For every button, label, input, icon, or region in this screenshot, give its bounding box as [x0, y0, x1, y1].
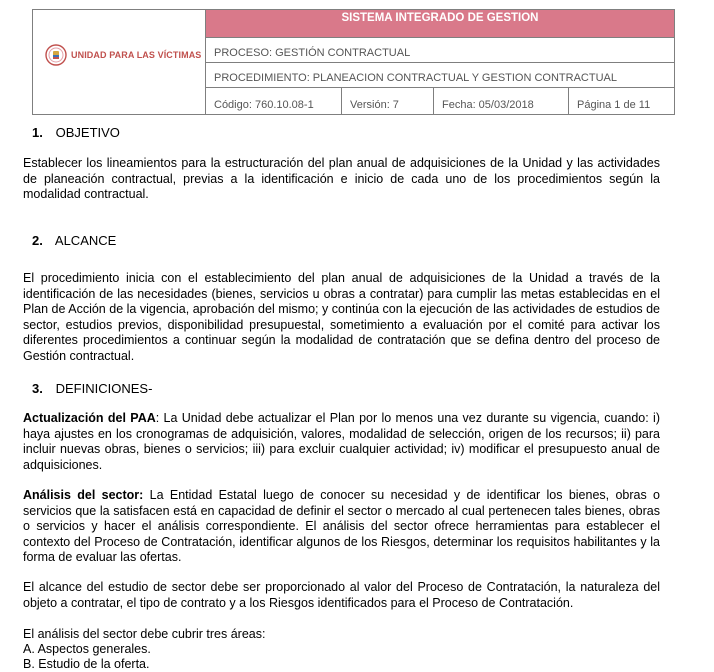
- section-heading-definiciones: [32, 381, 152, 396]
- alcance-estudio-paragraph: El alcance del estudio de sector debe ser proporcionado al valor del Proceso de Contratación, la naturaleza del objeto a contratar, el tipo de contrato y a los Riesgos identificados para el Proceso de Contratación.: [23, 580, 660, 610]
- definition-text: La Entidad Estatal luego de conocer su necesidad y de identificar los bienes, obras o servicios que la satisfacen está en capacidad de definir el sector o mercado al cual pertenecen tales bienes, obras o servicios y hacer el análisis correspondiente. El análisis del sector ofrece herramientas para establecer el contexto del Proceso de Contratación, identificar algunos de los Riesgos, determinar los requisitos habilitantes y la forma de evaluar las ofertas.: [23, 488, 660, 565]
- section-number: 2.: [32, 233, 43, 248]
- alcance-paragraph: El procedimiento inicia con el establecimiento del plan anual de adquisiciones de la Unidad a través de la identificación de las necesidades (bienes, servicios u obras a contratar) para cumplir las metas establecidas en el Plan de Acción de la vigencia, aprobación del mismo; y continúa con la ejecución de las actividades de estudios de sector, estudios previos, disponibilidad presupuestal, sometimiento a evaluación por el comité para activar los diferentes procedimientos a continuar según la modalidad de contratación que se defina dentro del proceso de Gestión contractual.: [23, 271, 660, 363]
- section-number: 1.: [32, 125, 43, 140]
- logo-cell: [33, 10, 206, 114]
- section-title: ALCANCE: [54, 233, 117, 248]
- document-meta-row: [206, 88, 674, 114]
- list-item: A. Aspectos generales.: [23, 642, 151, 656]
- definition-paa: [23, 411, 660, 473]
- definition-analisis-sector: [23, 488, 660, 566]
- document-code: Código: 760.10.08-1: [206, 88, 342, 114]
- list-item: B. Estudio de la oferta.: [23, 657, 150, 671]
- system-title: SISTEMA INTEGRADO DE GESTION: [206, 10, 674, 38]
- organization-logo: [45, 44, 201, 66]
- process-label: PROCESO: GESTIÓN CONTRACTUAL: [206, 38, 674, 63]
- logo-text: UNIDAD PARA LAS VÍCTIMAS: [71, 50, 202, 60]
- document-version: Versión: 7: [342, 88, 434, 114]
- coat-of-arms-icon: [45, 44, 67, 66]
- section-heading-objetivo: [32, 125, 120, 140]
- procedure-label: PROCEDIMIENTO: PLANEACION CONTRACTUAL Y GESTION CONTRACTUAL: [206, 63, 674, 88]
- definition-term: Análisis del sector:: [23, 488, 144, 502]
- page-number: Página 1 de 11: [577, 99, 651, 111]
- document-date: Fecha: 05/03/2018: [434, 88, 569, 114]
- section-heading-alcance: [32, 233, 116, 248]
- document-header-table: [32, 9, 675, 115]
- definition-term: Actualización del PAA: [23, 411, 156, 425]
- section-number: 3.: [32, 381, 43, 396]
- definition-text: : La Unidad debe actualizar el Plan por lo menos una vez durante su vigencia, cuando: i) haya ajustes en los cronogramas de adquisición, valores, modalidad de selección, origen de los recursos; ii) para incluir nuevas obras, bienes o servicios; iii) para excluir cualquier actividad; iv) modificar el presupuesto anual de adquisiciones.: [23, 411, 660, 472]
- section-title: DEFINICIONES-: [55, 381, 153, 396]
- section-title: OBJETIVO: [55, 125, 120, 140]
- areas-intro: El análisis del sector debe cubrir tres áreas:: [23, 627, 266, 641]
- objetivo-paragraph: Establecer los lineamientos para la estructuración del plan anual de adquisiciones de la Unidad y las actividades de planeación contractual, previas a la identificación e inicio de cada uno de los procedimientos según la modalidad contractual.: [23, 156, 660, 202]
